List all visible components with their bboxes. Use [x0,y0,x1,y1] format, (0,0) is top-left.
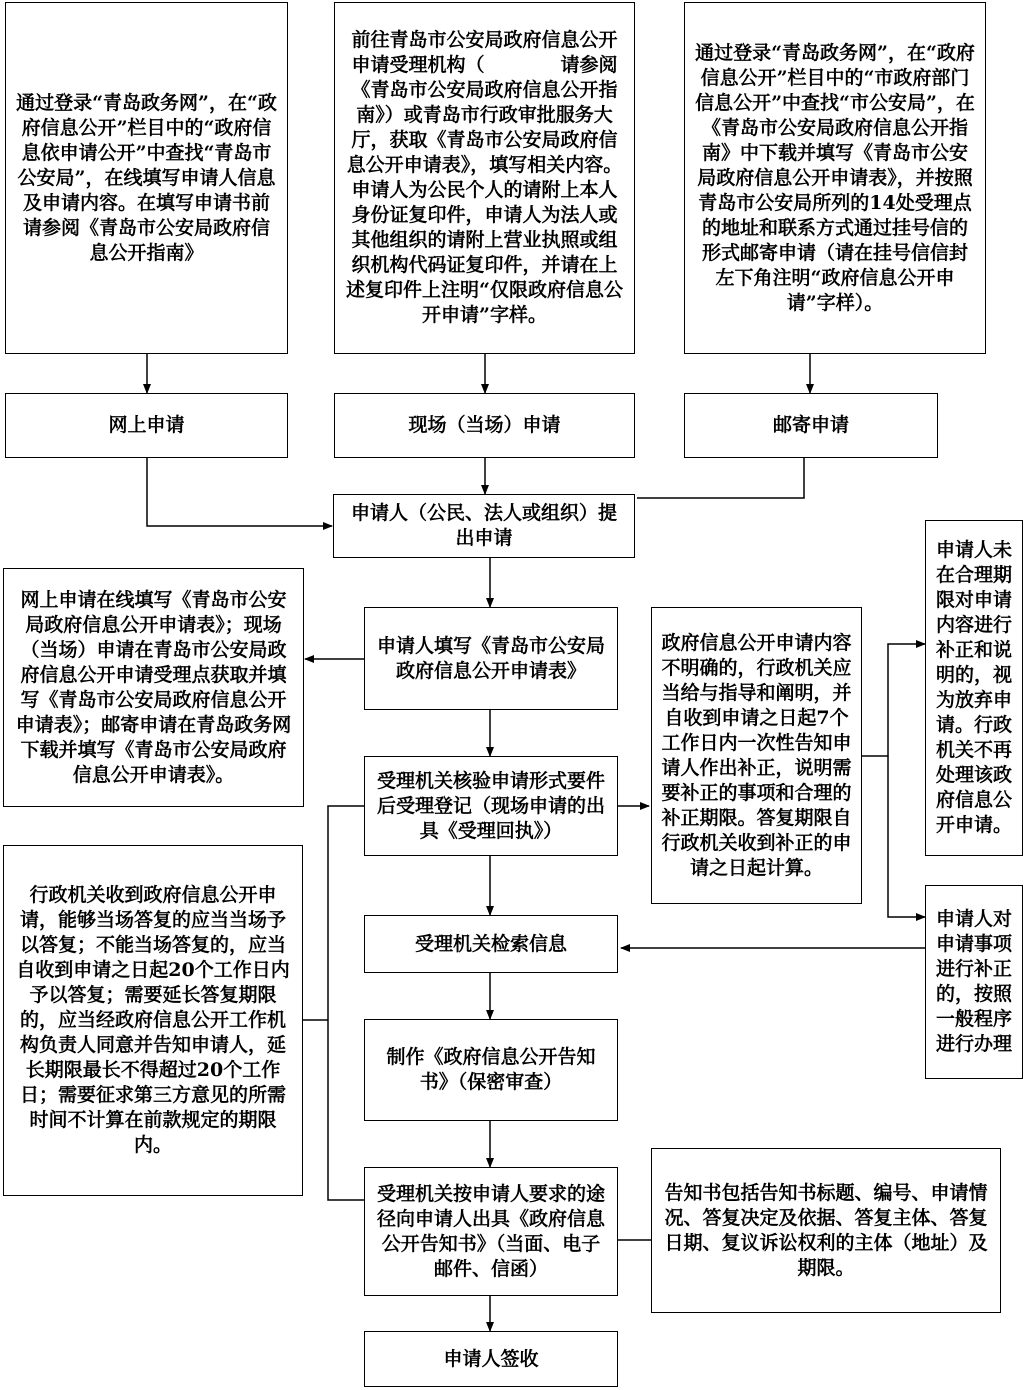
mail-apply-box: 邮寄申请 [684,393,938,458]
unclear-note-box: 政府信息公开申请内容不明确的，行政机关应当给与指导和阐明，并自收到申请之日起7个工作日内一次性告知申请人作出补正，说明需要补正的事项和合理的补正期限。答复期限自行政机关收到补正的申请之日起计算。 [651,607,862,904]
deadline-note-box: 行政机关收到政府信息公开申请，能够当场答复的应当当场予以答复；不能当场答复的，应当自收到申请之日起20个工作日内予以答复；需要延长答复期限的，应当经政府信息公开工作机构负责人同意并告知申请人，延长期限最长不得超过20个工作日；需要征求第三方意见的所需时间不计算在前款规定的期限内。 [3,845,303,1196]
arrow-unclear-to-supplement [888,756,925,917]
onsite-apply-box: 现场（当场）申请 [334,393,635,458]
online-desc-box: 通过登录“青岛政务网”，在“政府信息公开”栏目中的“政府信息依申请公开”中查找“青岛市公安局”，在线填写申请人信息及申请内容。在填写申请书前请参阅《青岛市公安局政府信息公开指南》 [5,2,288,354]
arrow-online-to-applicant [147,458,332,526]
make-notice-box: 制作《政府信息公开告知书》（保密审查） [364,1019,618,1121]
verify-register-box: 受理机关核验申请形式要件后受理登记（现场申请的出具《受理回执》） [364,756,618,856]
supplement-note-box: 申请人对申请事项进行补正的，按照一般程序进行办理 [925,885,1023,1079]
deadline-bracket-line [328,806,364,1200]
notice-content-box: 告知书包括告知书标题、编号、申请情况、答复决定及依据、答复主体、答复日期、复议诉讼权利的主体（地址）及期限。 [651,1148,1001,1313]
fill-form-box: 申请人填写《青岛市公安局政府信息公开申请表》 [364,607,618,710]
online-apply-box: 网上申请 [5,393,288,458]
search-info-box: 受理机关检索信息 [364,915,618,973]
onsite-desc-box: 前往青岛市公安局政府信息公开申请受理机构（ 请参阅《青岛市公安局政府信息公开指南》）或青岛市行政审批服务大厅，获取《青岛市公安局政府信息公开申请表》，填写相关内容。申请人为公民个人的请附上本人身份证复印件，申请人为法人或其他组织的请附上营业执照或组织机构代码证复印件，并请在上述复印件上注明“仅限政府信息公开申请”字样。 [334,2,635,354]
fill-form-note-box: 网上申请在线填写《青岛市公安局政府信息公开申请表》；现场（当场）申请在青岛市公安局政府信息公开申请受理点获取并填写《青岛市公安局政府信息公开申请表》；邮寄申请在青岛政务网下载并填写《青岛市公安局政府信息公开申请表》。 [3,568,304,807]
issue-notice-box: 受理机关按申请人要求的途径向申请人出具《政府信息公开告知书》（当面、电子邮件、信函） [364,1167,618,1296]
arrow-mail-to-applicant [637,458,804,498]
sign-box: 申请人签收 [364,1331,618,1387]
arrow-unclear-to-abandon [862,644,925,756]
applicant-submit-box: 申请人（公民、法人或组织）提出申请 [333,494,635,558]
abandon-note-box: 申请人未在合理期限对申请内容进行补正和说明的，视为放弃申请。行政机关不再处理该政府信息公开申请。 [925,520,1023,856]
mail-desc-box: 通过登录“青岛政务网”，在“政府信息公开”栏目中的“市政府部门信息公开”中查找“市公安局”，在《青岛市公安局政府信息公开指南》中下载并填写《青岛市公安局政府信息公开申请表》，并按照青岛市公安局所列的14处受理点的地址和联系方式通过挂号信的形式邮寄申请（请在挂号信信封左下角注明“政府信息公开申请”字样）。 [684,2,986,354]
